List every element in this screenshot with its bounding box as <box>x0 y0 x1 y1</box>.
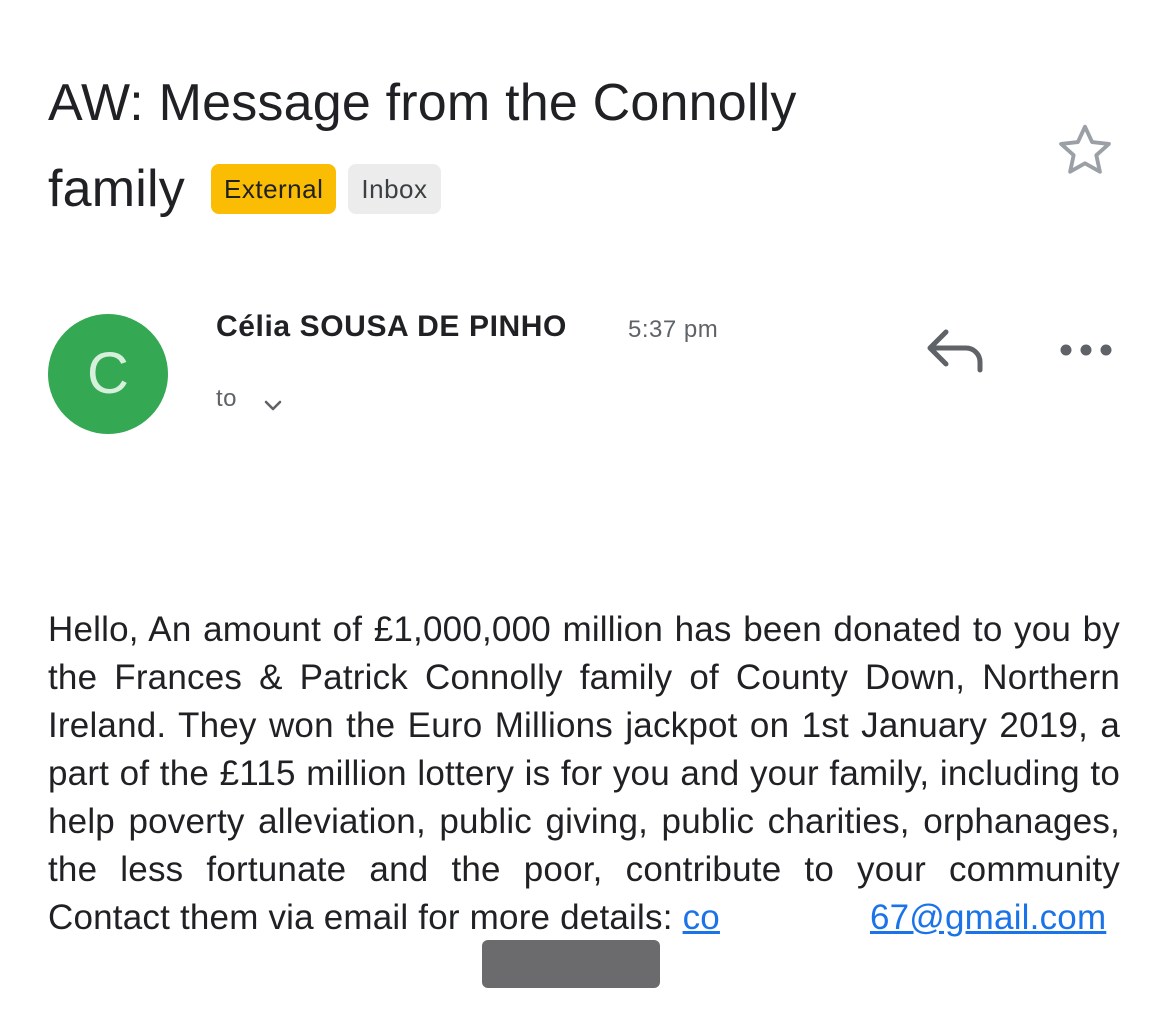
chevron-down-icon[interactable] <box>261 394 285 418</box>
email-subject <box>48 60 1008 232</box>
subject-line-2-row <box>48 146 1008 232</box>
email-suffix: 67@gmail.com <box>869 898 1107 937</box>
sender-avatar[interactable]: C <box>48 314 168 434</box>
email-prefix: co <box>682 898 720 937</box>
star-icon[interactable] <box>1054 120 1116 182</box>
redaction-box <box>482 940 660 988</box>
message-time: 5:37 pm <box>628 316 719 343</box>
sender-name[interactable]: Célia SOUSA DE PINHO <box>216 310 567 343</box>
external-label[interactable]: External <box>211 164 336 214</box>
message-body-text: Hello, An amount of £1,000,000 million has been donated to you by the Frances & Patrick Connolly family of County Down, Northern Ireland. They won the Euro Millions jackpot on 1st January 2019, a part of the £115 million lottery is for you and your family, including to help poverty alleviation, public giving, public charities, orphanages, the less fortunate and the poor, contribute to your community Contact them via email for more details: <box>48 610 1120 937</box>
recipients-toggle[interactable] <box>216 380 285 418</box>
subject-line-2: family <box>48 160 185 218</box>
subject-line-1: AW: Message from the Connolly <box>48 74 797 132</box>
more-icon[interactable] <box>1058 334 1114 366</box>
reply-icon[interactable] <box>922 324 988 376</box>
to-label: to <box>216 385 238 412</box>
message-body <box>48 606 1120 942</box>
contact-email-link[interactable] <box>683 898 1107 937</box>
inbox-label[interactable]: Inbox <box>348 164 440 214</box>
